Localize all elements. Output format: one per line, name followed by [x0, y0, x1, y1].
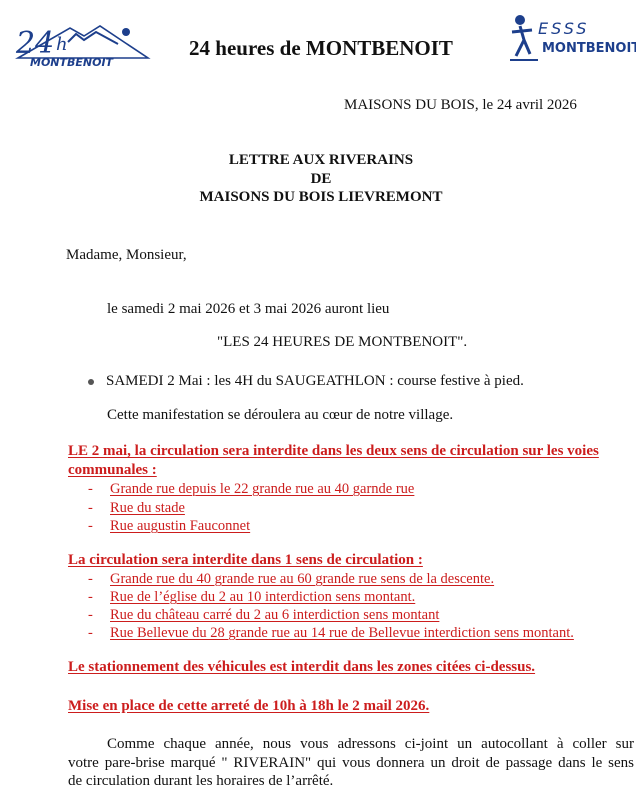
closing-line2: votre pare-brise marqué " RIVERAIN" qui vous donnera un droit de passage dans le sens: [68, 755, 634, 771]
section1-item: [88, 500, 185, 517]
section2-item-text: Rue Bellevue du 28 grande rue au 14 rue de Bellevue interdiction sens montant.: [110, 625, 574, 641]
dash-icon: -: [88, 481, 93, 497]
section2-heading: La circulation sera interdite dans 1 sens de circulation :: [68, 552, 423, 568]
intro-text: le samedi 2 mai 2026 et 3 mai 2026 auront lieu: [107, 301, 390, 317]
section1-item-text: Rue augustin Fauconnet: [110, 518, 251, 534]
logo-left-letter: h: [56, 34, 68, 55]
section2-item: [88, 625, 574, 642]
dash-icon: -: [88, 625, 93, 641]
section1-heading-line1: LE 2 mai, la circulation sera interdite dans les deux sens de circulation sur les voies: [68, 443, 599, 459]
logo-left-number: 24: [16, 26, 55, 61]
section2-item: [88, 589, 415, 606]
bullet-icon: [88, 379, 94, 385]
dash-icon: -: [88, 607, 93, 623]
section1-item-text: Rue du stade: [110, 500, 185, 516]
closing-line1: Comme chaque année, nous vous adressons ci-joint un autocollant à coller sur: [107, 736, 634, 752]
section2-item: [88, 607, 439, 624]
section1-heading-line2: communales :: [68, 462, 157, 478]
document-header-title: 24 heures de MONTBENOIT: [189, 36, 453, 60]
schedule-notice: Mise en place de cette arreté de 10h à 18h le 2 mail 2026.: [68, 698, 430, 714]
logo-right-text: MONTBENOIT: [542, 41, 636, 56]
bullet-text: SAMEDI 2 Mai : les 4H du SAUGEATHLON : course festive à pied.: [106, 373, 524, 389]
section1-item: [88, 518, 250, 535]
section2-item: [88, 571, 494, 588]
letter-title-line2: DE: [310, 171, 332, 187]
manifestation-text: Cette manifestation se déroulera au cœur de notre village.: [107, 407, 454, 423]
section2-item-text: Rue du château carré du 2 au 6 interdiction sens montant: [110, 607, 440, 623]
section2-item-text: Grande rue du 40 grande rue au 60 grande rue sens de la descente.: [110, 571, 495, 587]
dash-icon: -: [88, 571, 93, 587]
logo-left-text: MONTBENOIT: [30, 56, 114, 68]
section2-item-text: Rue de l’église du 2 au 10 interdiction sens montant.: [110, 589, 416, 605]
dash-icon: -: [88, 589, 93, 605]
closing-line3: de circulation durant les horaires de l’arrêté.: [68, 773, 334, 789]
event-name: "LES 24 HEURES DE MONTBENOIT".: [217, 334, 468, 350]
dateline: MAISONS DU BOIS, le 24 avril 2026: [344, 97, 577, 113]
parking-notice: Le stationnement des véhicules est interdit dans les zones citées ci-dessus.: [68, 659, 536, 675]
letter-title-line3: MAISONS DU BOIS LIEVREMONT: [199, 189, 443, 205]
salutation: Madame, Monsieur,: [66, 247, 187, 263]
bullet-list-item: [88, 373, 524, 390]
dash-icon: -: [88, 500, 93, 516]
dash-icon: -: [88, 518, 93, 534]
letter-title-line1: LETTRE AUX RIVERAINS: [228, 152, 414, 168]
section1-item-text: Grande rue depuis le 22 grande rue au 40 garnde rue: [110, 481, 415, 497]
section1-item: [88, 481, 414, 498]
logo-right-brand: ESSS: [538, 19, 590, 38]
